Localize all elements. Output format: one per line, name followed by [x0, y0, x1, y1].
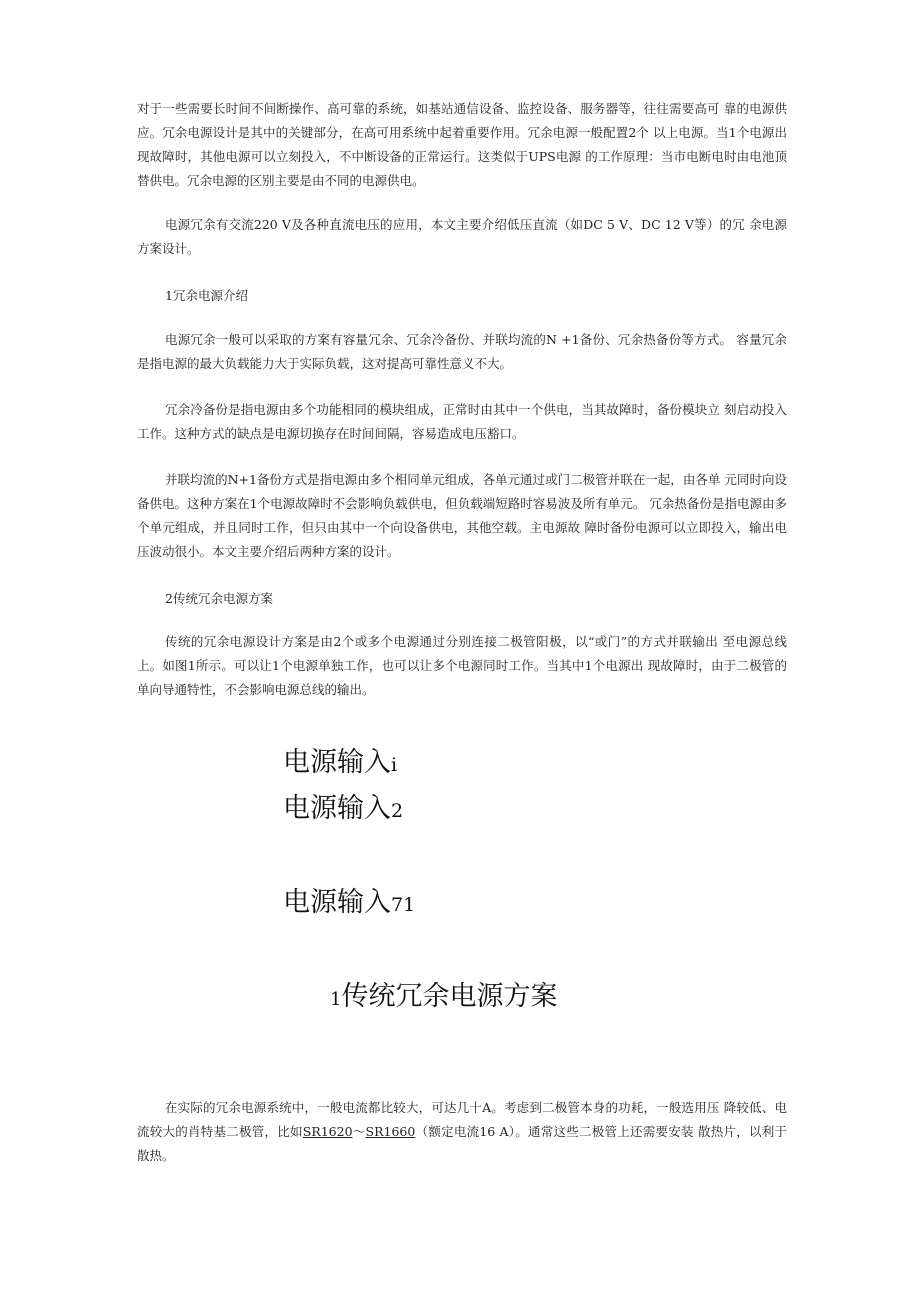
paragraph-traditional-scheme: 传统的冗余电源设计方案是由2个或多个电源通过分别连接二极管阳极，以“或门”的方式并联输出 至电源总线上。如图1所示。可以让1个电源单独工作，也可以让多个电源同时工作。当其中1个电源出 现故障时，由于二极管的单向导通特性，不会影响电源总线的输出。 [137, 634, 787, 697]
figure-power-input-1 [283, 745, 397, 783]
part-link-sr1620[interactable]: SR1620 [302, 1124, 353, 1139]
paragraph-redundancy-methods: 电源冗余一般可以采取的方案有容量冗余、冗余冷备份、并联均流的N +1备份、冗余热备份等方式。 容量冗余是指电源的最大负载能力大于实际负载，这对提高可靠性意义不大。 [137, 332, 787, 371]
figure-power-input-2-suffix: 2 [391, 800, 404, 822]
figure-caption-number: 1 [330, 989, 342, 1010]
figure-power-input-n-suffix: 71 [391, 894, 416, 916]
paragraph-scope: 电源冗余有交流220 V及各种直流电压的应用，本文主要介绍低压直流（如DC 5 V、DC 12 V等）的冗 余电源方案设计。 [137, 217, 787, 256]
paragraph-parallel-backup: 并联均流的N+1备份方式是指电源由多个相同单元组成，各单元通过或门二极管并联在一起，由各单 元同时向设备供电。这种方案在1个电源故障时不会影响负载供电，但负载端短路时容易波及所有单元。 冗余热备份是指电源由多个单元组成，并且同时工作，但只由其中一个向设备供电，其他空载。主电源故 障时备份电源可以立即投入，输出电压波动很小。本文主要介绍后两种方案的设计。 [137, 472, 787, 559]
paragraph-cold-backup: 冗余冷备份是指电源由多个功能相同的模块组成，正常时由其中一个供电，当其故障时，备份模块立 刻启动投入工作。这种方式的缺点是电源切换存在时间间隔，容易造成电压豁口。 [137, 402, 787, 441]
part-link-sr1660[interactable]: SR1660 [365, 1124, 416, 1139]
figure-caption-text: 传统冗余电源方案 [341, 981, 558, 1012]
paragraph-intro: 对于一些需要长时间不间断操作、高可靠的系统，如基站通信设备、监控设备、服务器等，往往需要高可 靠的电源供应。冗余电源设计是其中的关键部分，在高可用系统中起着重要作用。冗余电源一般配置2个 以上电源。当1个电源出现故障时，其他电源可以立刻投入，不中断设备的正常运行。这类似于UPS电源 的工作原理：当市电断电时由电池顶替供电。冗余电源的区别主要是由不同的电源供电。 [137, 101, 787, 188]
paragraph-schottky-text-a: 在实际的冗余电源系统中，一般电流都比较大，可达几十A。考虑到二极管本身的功耗，一般选用压 降较低、电流较大的肖特基二极管，比如 [137, 1100, 787, 1139]
paragraph-schottky-text-b: （额定电流16 A）。通常这些二极管上还需要安装 散热片，以利于散热。 [137, 1124, 787, 1163]
figure-power-input-n [283, 885, 415, 923]
figure-power-input-1-text: 电源输入 [283, 747, 391, 778]
figure-power-input-n-text: 电源输入 [283, 887, 391, 918]
figure-power-input-2-text: 电源输入 [283, 793, 391, 824]
section-heading-2: 2传统冗余电源方案 [165, 591, 273, 606]
range-separator: 〜 [352, 1124, 366, 1139]
figure-power-input-2 [283, 791, 403, 829]
paragraph-schottky-diode [137, 1096, 787, 1168]
figure-power-input-1-suffix: i [391, 754, 398, 776]
figure-caption [330, 978, 557, 1019]
section-heading-1: 1冗余电源介绍 [165, 288, 248, 303]
